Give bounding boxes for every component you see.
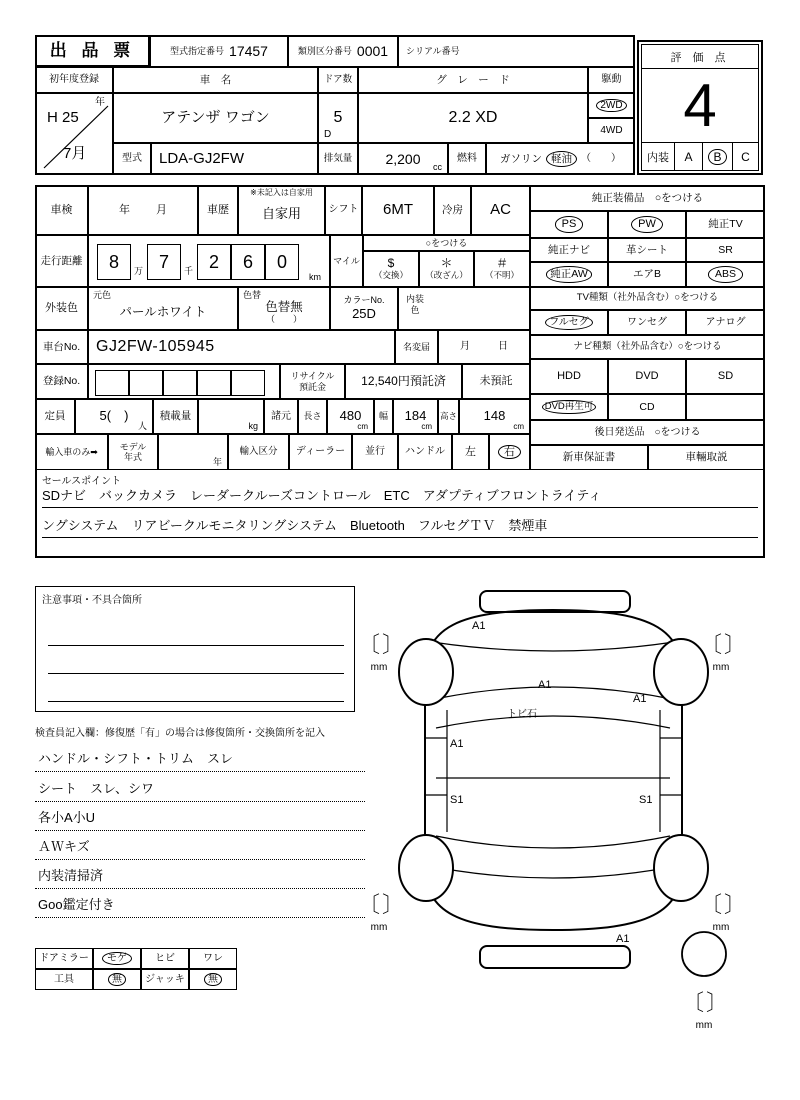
mm-label-bl: mm [370,922,388,933]
mile-sub-tampered: （改ざん） [425,270,468,281]
tv-analog: アナログ [686,310,765,335]
doors-header: ドア数 [318,67,358,93]
serial-no-label: シリアル番号 [406,45,460,56]
inspector-note-5: 内装清掃済 [35,863,365,889]
load-cell [198,399,264,434]
rear-left-wheel [399,835,453,901]
navi-cd: CD [608,394,686,420]
shift-value: 6MT [362,185,434,235]
width-label: 幅 [374,399,393,434]
history-value: 自家用 [261,205,301,221]
front-left-wheel [399,639,453,705]
height-unit: cm [513,421,524,431]
handle-left: 左 [452,434,489,470]
tv-type-title: TV種類（社外品含む）○をつける [530,287,765,310]
damage-label-rear: A1 [616,933,630,945]
capacity-unit: 人 [137,420,147,431]
mirror-ware: ワレ [189,948,237,969]
base-color-value: パールホワイト [119,305,207,320]
first-reg-month: 7月 [63,145,87,162]
inspector-header: 検査員記入欄：修復歴「有」の場合は修復箇所・交換箇所を記入 [35,728,325,739]
length-cell [327,399,374,434]
navi-dvd-play-selected: DVD再生可 [542,400,597,415]
color-no-cell [330,287,398,330]
car-body [425,610,682,930]
navi-blank-cell [686,394,765,420]
ship-later-title: 後日発送品 ○をつける [530,420,765,445]
reg-box-5 [231,370,265,396]
sales-point-line2: ングシステム リアビークルモニタリングシステム Bluetooth フルセグＴＶ 禁煙車 [42,512,758,538]
navi-dvd: DVD [608,359,686,394]
model-approval-no-label: 型式指定番号 [170,45,225,56]
model-approval-no-value: 17457 [229,42,268,59]
mirror-moge-cell [93,948,141,969]
mm-label-tr: mm [712,662,730,673]
notes-box-label: 注意事項・不具合箇所 [42,595,142,606]
bracket-open-tr: 〔 [700,632,723,657]
capacity-label: 定員 [35,399,75,434]
damage-label-right-rear: S1 [639,794,653,806]
equip-aw-cell [530,262,608,287]
model-year-cell [158,434,228,470]
bracket-open-br: 〔 [700,892,723,917]
doors-value-cell [318,93,358,143]
handle-right-selected: 右 [498,445,521,460]
chassis-no-value: GJ2FW-105945 [88,330,395,364]
mile-sym-exchange: $ [387,256,395,271]
base-color-label: 元色 [93,290,112,300]
recycle-value: 12,540円預託済 [345,364,462,399]
model-label: 型式 [113,143,151,175]
exterior-color-label: 外装色 [35,287,88,330]
bracket-close-tr: 〕 [724,632,747,657]
tv-fullseg-cell [530,310,608,335]
class-no-label: 類別区分番号 [297,45,352,56]
bracket-close-br: 〕 [724,892,747,917]
equip-aw-selected: 純正AW [546,266,592,282]
mirror-moge-selected: モゲ [102,952,132,966]
inspector-note-4: ＡＷキズ [35,834,365,860]
mile-option-tampered [419,251,474,287]
drive-header: 駆動 [588,67,635,93]
length-unit: cm [357,421,368,431]
class-no-cell [288,35,398,67]
damage-label-stone-chip: トビ石 [507,709,537,720]
car-name-header: 車 名 [113,67,318,93]
reg-box-3 [163,370,197,396]
notes-box [35,586,355,712]
fuel-other: （ ） [581,153,621,165]
tv-fullseg-selected: フルセグ [545,315,593,331]
mm-label-br: mm [712,922,730,933]
inspector-note-3: 各小A小U [35,805,365,831]
fuel-cell [486,143,635,175]
bracket-open-tl: 〔 [358,632,381,657]
capacity-cell [75,399,153,434]
damage-label-left-door: A1 [450,738,464,750]
odometer-sen-unit: 千 [184,266,194,276]
length-label: 長さ [298,399,327,434]
tools-label: 工具 [35,969,93,990]
odometer-digit-3: 2 [197,244,231,280]
equip-airbag: エアB [608,262,686,287]
name-change-day: 日 [498,341,508,353]
notes-blank-line-2 [48,673,344,674]
recolor-cell [238,287,330,330]
history-cell [238,185,325,235]
score-value: 4 [683,72,717,139]
recycle-label: リサイクル預託金 [280,364,345,399]
equip-abs-cell [686,262,765,287]
import-dealer: ディーラー [289,434,352,470]
import-type-label: 輸入区分 [228,434,289,470]
damage-label-hood: A1 [538,679,552,691]
equip-pw-selected: PW [631,216,663,233]
displacement-unit: cc [433,161,442,172]
interior-grade-c: C [741,149,750,164]
mile-sym-tampered: ＊ [440,256,453,271]
height-cell [459,399,530,434]
displacement-value: 2,200 [385,150,421,167]
rear-bumper [480,946,630,968]
recycle-none: 未預託 [462,364,530,399]
model-year-label: モデル年式 [108,434,158,470]
mile-circle-note: ○をつける [363,235,530,251]
width-cell [393,399,438,434]
equip-pw-cell [608,211,686,238]
import-parallel: 並行 [352,434,398,470]
name-change-date-cell [438,330,530,364]
mirror-label: ドアミラー [35,948,93,969]
chassis-no-label: 車台No. [35,330,88,364]
ac-value: AC [471,185,530,235]
car-outline [425,591,682,968]
shaken-label: 車検 [35,185,88,235]
capacity-value: 5( ) [99,408,129,424]
bracket-close-tl: 〕 [382,632,405,657]
bracket-open-bottom: 〔 [682,990,705,1015]
first-reg-value-cell [35,93,113,175]
load-unit: kg [248,420,258,431]
doors-value: 5 [333,108,343,126]
mile-sub-unknown: （不明） [484,270,519,281]
odometer-digit-4: 6 [231,244,265,280]
import-only-label: 輸入車のみ➡ [35,434,108,470]
odometer-digit-1: 8 [97,244,131,280]
shift-label: シフト [325,185,362,235]
handle-label: ハンドル [398,434,452,470]
history-note: ※未記入は自家用 [250,188,313,197]
ac-label: 冷房 [434,185,471,235]
interior-label: 内装 [642,143,675,170]
shaken-date-cell [88,185,198,235]
reg-box-4 [197,370,231,396]
name-change-label: 名変届 [395,330,438,364]
mirror-hibi: ヒビ [141,948,189,969]
mileage-label: 走行距離 [35,235,88,287]
mile-sub-exchange: （交換） [373,270,408,281]
recolor-paren: （ ） [265,314,302,325]
reg-box-1 [95,370,129,396]
first-reg-header: 初年度登録 [35,67,113,93]
bracket-close-bottom: 〕 [706,990,729,1015]
interior-color-cell [398,287,530,330]
ship-manual: 車輛取説 [648,445,765,470]
equip-leather: 革シート [608,238,686,262]
navi-type-title: ナビ種類（社外品含む）○をつける [530,335,765,359]
name-change-month: 月 [460,341,470,353]
serial-no-cell [398,35,635,67]
wheels [399,639,708,901]
reg-no-boxes-cell [88,364,280,399]
reg-box-2 [129,370,163,396]
navi-dvd-play-cell [530,394,608,420]
first-reg-era: H 25 [47,109,79,126]
jack-label: ジャッキ [141,969,189,990]
odometer-man-unit: 万 [134,266,144,276]
spec-label: 諸元 [264,399,298,434]
reg-no-label: 登録No. [35,364,88,399]
jack-none-cell [189,969,237,990]
front-bumper [480,591,630,612]
mm-label-tl: mm [370,662,388,673]
interior-grade-a: A [675,143,703,170]
fuel-diesel-selected: 軽油 [546,151,577,167]
model-approval-no-cell [150,35,288,67]
interior-color-label: 内装色 [405,294,424,315]
handle-right-cell [489,434,530,470]
width-value: 184 [404,408,427,424]
color-no-value: 25D [352,306,376,322]
damage-label-front: A1 [472,620,486,632]
mile-label: マイル [330,235,363,287]
shaken-month: 月 [156,203,167,216]
score-label: 評 価 点 [642,45,758,69]
mile-option-exchange [363,251,419,287]
equip-sr: SR [686,238,765,262]
history-label: 車歴 [198,185,238,235]
sales-point-line1: SDナビ バックカメラ レーダークルーズコントロール ETC アダプティブフロントライティ [42,482,758,508]
inspector-note-6: Goo鑑定付き [35,892,365,918]
ship-warranty: 新車保証書 [530,445,648,470]
shaken-year: 年 [119,203,130,216]
bracket-open-bl: 〔 [358,892,381,917]
odometer-digit-5: 0 [265,244,299,280]
score-box [637,40,763,175]
grade-header: グ レ ー ド [358,67,588,93]
color-no-label: カラーNo. [343,294,385,305]
height-value: 148 [483,408,506,424]
drive-4wd-cell: 4WD [588,118,635,143]
jack-none-selected: 無 [204,973,222,987]
car-name-value: アテンザ ワゴン [113,93,318,143]
equipment-title: 純正装備品 ○をつける [530,185,765,211]
equip-navi: 純正ナビ [530,238,608,262]
tools-none-selected: 無 [108,973,126,987]
mm-label-bottom: mm [695,1020,713,1031]
base-color-cell [88,287,238,330]
doors-unit: D [324,128,332,140]
equip-ps-selected: PS [555,216,584,233]
displacement-label: 排気量 [318,143,358,175]
spare-check-circle [682,932,726,976]
sales-point-label: セールスポイント [42,476,122,487]
grade-value: 2.2 XD [358,93,588,143]
tools-none-cell [93,969,141,990]
model-year-unit: 年 [212,456,222,467]
fuel-label: 燃料 [448,143,486,175]
fuel-gasoline: ガソリン [500,152,542,165]
tv-oneseg: ワンセグ [608,310,686,335]
navi-hdd: HDD [530,359,608,394]
equip-ps-cell [530,211,608,238]
equip-tv: 純正TV [686,211,765,238]
bracket-close-bl: 〕 [382,892,405,917]
drive-2wd: 2WD [596,99,626,113]
displacement-cell [358,143,448,175]
navi-sd: SD [686,359,765,394]
damage-label-right-door: A1 [633,693,647,705]
mile-sym-unknown: ＃ [495,256,508,271]
width-unit: cm [421,421,432,431]
interior-grade-b-selected: B [708,149,726,165]
drive-2wd-cell [588,93,635,118]
odometer-km-unit: km [309,271,321,282]
first-reg-year-suffix: 年 [95,97,105,108]
notes-blank-line-3 [48,701,344,702]
model-value: LDA-GJ2FW [151,143,318,175]
damage-label-left-rear: S1 [450,794,464,806]
class-no-value: 0001 [356,42,389,59]
odometer-cell [88,235,330,287]
load-label: 積載量 [153,399,198,434]
inspector-note-2: シート スレ、シワ [35,776,365,802]
odometer-digit-2: 7 [147,244,181,280]
length-value: 480 [339,408,362,424]
height-label: 高さ [438,399,459,434]
car-damage-diagram [352,580,780,1032]
interior-grade-b-cell [703,143,733,170]
inspector-note-1: ハンドル・シフト・トリム スレ [35,746,365,772]
car-panel-lines [425,642,682,878]
notes-blank-line-1 [48,645,344,646]
recolor-label: 色替 [243,290,262,300]
page-title: 出 品 票 [35,35,150,67]
recolor-value: 色替無 [265,299,303,314]
equip-abs-selected: ABS [708,266,743,282]
mile-option-unknown [474,251,530,287]
